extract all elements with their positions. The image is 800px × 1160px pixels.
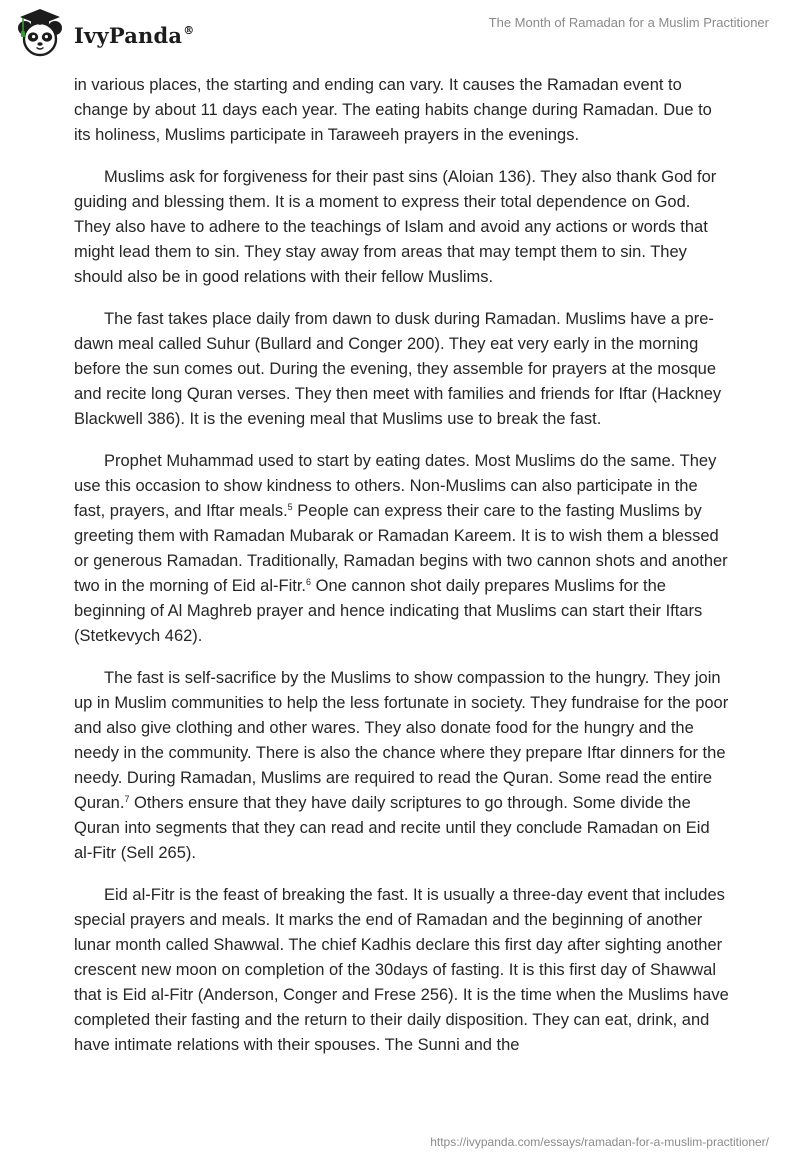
footnote-marker[interactable]: 5 xyxy=(287,502,293,512)
source-url-link[interactable]: https://ivypanda.com/essays/ramadan-for-a-muslim-practitioner/ xyxy=(430,1135,769,1149)
paragraph-text: Muslims ask for forgiveness for their past sins (Aloian 136). They also thank God for guiding and blessing them. It is a moment to express their total dependence on God. They also have to adhere to the teachings of Islam and avoid any actions or words that might lead them to sin. They stay away from areas that may tempt them to sin. They should also be in good relations with their fellow Muslims. xyxy=(74,168,717,286)
paragraph xyxy=(74,307,730,432)
paragraph-text: Others ensure that they have daily scriptures to go through. Some divide the Quran into segments that they can read and recite until they conclude Ramadan on Eid al-Fitr (Sell 265). xyxy=(74,794,710,862)
logo-wordmark xyxy=(74,23,194,48)
logo-name: IvyPanda xyxy=(74,23,183,48)
paragraph xyxy=(74,73,730,148)
paragraph xyxy=(74,666,730,866)
paragraph-text: The fast takes place daily from dawn to dusk during Ramadan. Muslims have a pre-dawn meal called Suhur (Bullard and Conger 200). They eat very early in the morning before the sun comes out. During the evening, they assemble for prayers at the mosque and recite long Quran verses. They then meet with families and friends for Iftar (Hackney Blackwell 386). It is the evening meal that Muslims use to break the fast. xyxy=(74,310,722,428)
paragraph xyxy=(74,883,730,1058)
paragraph-text: People can express their care to the fasting Muslims by greeting them with Ramadan Mubarak or Ramadan Kareem. It is to wish them a blessed or generous Ramadan. Traditionally, Ramadan begins with two cannon shots and another two in the morning of Eid al-Fitr. xyxy=(74,502,728,595)
paragraph-text: One cannon shot daily prepares Muslims for the beginning of Al Maghreb prayer and hence indicating that Muslims can start their Iftars (Stetkevych 462). xyxy=(74,577,703,645)
paragraph-text: The fast is self-sacrifice by the Muslims to show compassion to the hungry. They join up in Muslim communities to help the less fortunate in society. They fundraise for the poor and also give clothing and other wares. They also donate food for the hungry and the needy in the community. There is also the chance where they prepare Iftar dinners for the needy. During Ramadan, Muslims are required to read the Quran. Some read the entire Quran. xyxy=(74,669,729,812)
paragraph-text: in various places, the starting and ending can vary. It causes the Ramadan event to change by about 11 days each year. The eating habits change during Ramadan. Due to its holiness, Muslims participate in Taraweeh prayers in the evenings. xyxy=(74,76,712,144)
essay-body xyxy=(74,73,730,1075)
panda-logo-icon xyxy=(12,6,68,58)
paragraph-text: Prophet Muhammad used to start by eating dates. Most Muslims do the same. They use this occasion to show kindness to others. Non-Muslims can also participate in the fast, prayers, and Iftar meals. xyxy=(74,452,717,520)
paragraph xyxy=(74,449,730,649)
page-header xyxy=(0,0,800,70)
ivypanda-logo[interactable] xyxy=(12,6,232,58)
footnote-marker[interactable]: 6 xyxy=(306,577,312,587)
paragraph xyxy=(74,165,730,290)
footnote-marker[interactable]: 7 xyxy=(124,794,130,804)
paragraph-text: Eid al-Fitr is the feast of breaking the fast. It is usually a three-day event that includes special prayers and meals. It marks the end of Ramadan and the beginning of another lunar month called Shawwal. The chief Kadhis declare this first day after sighting another crescent new moon on completion of the 30days of fasting. It is this first day of Shawwal that is Eid al-Fitr (Anderson, Conger and Frese 256). It is the time when the Muslims have completed their fasting and the return to their daily disposition. They can eat, drink, and have intimate relations with their spouses. The Sunni and the xyxy=(74,886,729,1054)
logo-registered-mark: ® xyxy=(183,24,195,37)
document-title: The Month of Ramadan for a Muslim Practitioner xyxy=(488,15,769,30)
